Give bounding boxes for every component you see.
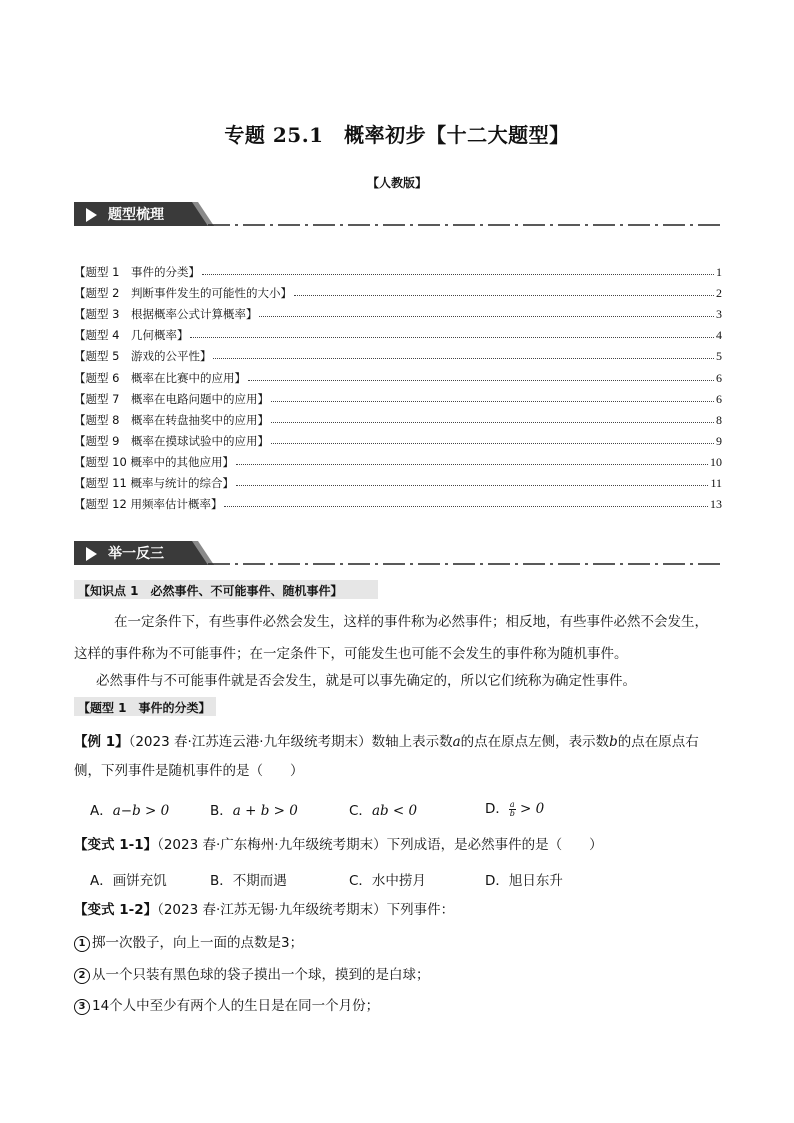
option-c[interactable]: C．ab < 0 (349, 803, 418, 819)
toc-item[interactable]: 【题型 3 根据概率公式计算概率】 3 (74, 307, 722, 322)
toc-banner-label: 题型梳理 (108, 207, 164, 223)
toc-item[interactable]: 【题型 6 概率在比赛中的应用】 6 (74, 370, 722, 385)
play-triangle-icon (86, 547, 98, 561)
option-b[interactable]: B．a + b > 0 (210, 803, 298, 819)
variant-question: 【变式 1-1】（2023 春·广东梅州·九年级统考期末）下列成语，是必然事件的是（ ） (74, 837, 603, 853)
circled-number: 3 (74, 999, 90, 1015)
banner-shape (74, 199, 720, 227)
page-title: 专题 25.1 概率初步【十二大题型】 (224, 123, 570, 147)
variant-option[interactable]: B．不期而遇 (210, 873, 287, 889)
option-a[interactable]: A．a−b > 0 (90, 803, 170, 819)
circled-number: 1 (74, 936, 90, 952)
practice-banner-label: 举一反三 (108, 546, 164, 562)
play-triangle-icon (86, 208, 98, 222)
toc-item[interactable]: 【题型 7 概率在电路问题中的应用】 6 (74, 391, 722, 406)
toc-item[interactable]: 【题型 8 概率在转盘抽奖中的应用】 8 (74, 412, 722, 427)
example-source: （2023 春·江苏连云港·九年级统考期末） (128, 734, 372, 750)
variant-option[interactable]: A．画饼充饥 (90, 873, 167, 889)
toc-item[interactable]: 【题型 1 事件的分类】 1 (74, 265, 722, 280)
type-heading: 【题型 1 事件的分类】 (74, 697, 216, 716)
variant-option[interactable]: D．旭日东升 (485, 873, 563, 889)
toc-banner (74, 199, 720, 227)
toc-item[interactable]: 【题型 12 用频率估计概率】 13 (74, 497, 722, 512)
toc-item[interactable]: 【题型 10 概率中的其他应用】 10 (74, 454, 722, 469)
variant-tag: 【变式 1-2】 (74, 902, 158, 918)
banner-shape (74, 538, 720, 566)
knowledge-text-line: 这样的事件称为不可能事件；在一定条件下，可能发生也可能不会发生的事件称为随机事件。 (74, 646, 628, 662)
toc-item[interactable]: 【题型 9 概率在摸球试验中的应用】 9 (74, 433, 722, 448)
list-item: 2 从一个只装有黑色球的袋子摸出一个球，摸到的是白球； (74, 965, 430, 985)
knowledge-heading: 【知识点 1 必然事件、不可能事件、随机事件】 (74, 580, 378, 599)
toc-item[interactable]: 【题型 11 概率与统计的综合】 11 (74, 476, 722, 491)
list-item: 3 14个人中至少有两个人的生日是在同一个月份； (74, 996, 379, 1016)
example-question: 【例 1】（2023 春·江苏连云港·九年级统考期末）数轴上表示数a的点在原点左侧，表示数b的点在原点右 (74, 734, 699, 750)
toc-item[interactable]: 【题型 4 几何概率】 4 (74, 328, 722, 343)
knowledge-text-line: 必然事件与不可能事件就是否会发生，就是可以事先确定的，所以它们统称为确定性事件。 (96, 673, 636, 689)
knowledge-text-line: 在一定条件下，有些事件必然会发生，这样的事件称为必然事件；相反地，有些事件必然不会发生， (114, 614, 708, 630)
practice-banner (74, 538, 720, 566)
option-d[interactable]: D． $\frac{a}{b}$ > 0 (485, 799, 545, 818)
list-item: 1 掷一次骰子，向上一面的点数是3； (74, 933, 303, 953)
example-question-line2: 侧，下列事件是随机事件的是（ ） (74, 763, 304, 779)
circled-number: 2 (74, 968, 90, 984)
table-of-contents (74, 258, 722, 511)
fraction: $\frac{a}{b}$ (509, 799, 515, 818)
toc-item[interactable]: 【题型 5 游戏的公平性】 5 (74, 349, 722, 364)
example-tag: 【例 1】 (74, 734, 129, 750)
edition-label: 【人教版】 (366, 176, 427, 190)
toc-item[interactable]: 【题型 2 判断事件发生的可能性的大小】 2 (74, 286, 722, 301)
variant-tag: 【变式 1-1】 (74, 837, 158, 853)
variant-question: 【变式 1-2】（2023 春·江苏无锡·九年级统考期末）下列事件： (74, 902, 455, 918)
variant-option[interactable]: C．水中捞月 (349, 873, 426, 889)
